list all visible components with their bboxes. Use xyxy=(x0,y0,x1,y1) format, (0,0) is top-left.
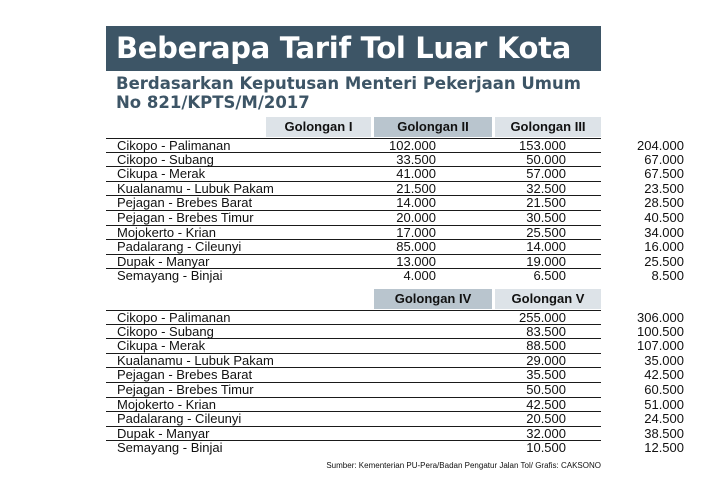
tariff-value-golongan-3: 67.000 xyxy=(644,151,684,167)
tariff-value-golongan-2: 57.000 xyxy=(526,166,566,182)
tariff-value-golongan-4: 10.500 xyxy=(526,440,566,456)
tariff-value-golongan-5: 38.500 xyxy=(644,425,684,441)
tariff-value-golongan-2: 14.000 xyxy=(526,239,566,255)
table1-header-row xyxy=(106,117,601,137)
route-name: Semayang - Binjai xyxy=(117,268,223,284)
tariff-value-golongan-5: 24.500 xyxy=(644,411,684,427)
tariff-value-golongan-2: 19.000 xyxy=(526,253,566,269)
table-row xyxy=(106,268,684,284)
tariff-value-golongan-3: 204.000 xyxy=(637,138,684,153)
route-name: Pejagan - Brebes Timur xyxy=(117,209,254,225)
tariff-value-golongan-3: 23.500 xyxy=(644,180,684,196)
header-golongan-1: Golongan I xyxy=(266,117,371,137)
table-row xyxy=(106,381,684,398)
route-name: Padalarang - Cileunyi xyxy=(117,411,242,427)
route-name: Dupak - Manyar xyxy=(117,253,210,269)
tariff-value-golongan-2: 50.000 xyxy=(526,151,566,167)
route-name: Padalarang - Cileunyi xyxy=(117,239,242,255)
tariff-value-golongan-3: 16.000 xyxy=(644,239,684,255)
table-row xyxy=(106,138,684,153)
tariff-value-golongan-1: 13.000 xyxy=(396,253,436,269)
route-name: Mojokerto - Krian xyxy=(117,224,216,240)
source-credit: Sumber: Kementerian PU-Pera/Badan Pengatur Jalan Tol/ Grafis: CAKSONO xyxy=(326,461,601,470)
tariff-value-golongan-2: 153.000 xyxy=(519,138,566,153)
table-row xyxy=(106,151,684,168)
tariff-value-golongan-5: 306.000 xyxy=(637,310,684,325)
tariff-value-golongan-1: 14.000 xyxy=(396,195,436,211)
tariff-value-golongan-1: 21.500 xyxy=(396,180,436,196)
tariff-value-golongan-5: 42.500 xyxy=(644,367,684,383)
tariff-value-golongan-2: 30.500 xyxy=(526,209,566,225)
tariff-value-golongan-4: 20.500 xyxy=(526,411,566,427)
tariff-value-golongan-5: 60.500 xyxy=(644,381,684,397)
tariff-value-golongan-4: 83.500 xyxy=(526,323,566,339)
tariff-table-1 xyxy=(106,138,684,284)
tariff-value-golongan-3: 34.000 xyxy=(644,224,684,240)
route-name: Semayang - Binjai xyxy=(117,440,223,456)
table-row xyxy=(106,180,684,197)
tariff-value-golongan-4: 255.000 xyxy=(519,310,566,325)
table-row xyxy=(106,253,684,270)
tariff-value-golongan-5: 107.000 xyxy=(637,338,684,354)
table-row xyxy=(106,440,684,456)
table2-header-row xyxy=(106,289,601,309)
table-row xyxy=(106,195,684,211)
table-row xyxy=(106,367,684,383)
table-row xyxy=(106,224,684,241)
table-row xyxy=(106,310,684,325)
tariff-value-golongan-1: 41.000 xyxy=(396,166,436,182)
route-name: Cikopo - Subang xyxy=(117,323,214,339)
tariff-value-golongan-3: 40.500 xyxy=(644,209,684,225)
route-name: Pejagan - Brebes Barat xyxy=(117,367,253,383)
table-row xyxy=(106,396,684,413)
header-golongan-5: Golongan V xyxy=(495,289,601,309)
tariff-value-golongan-4: 29.000 xyxy=(526,352,566,368)
tariff-value-golongan-5: 12.500 xyxy=(644,440,684,456)
tariff-value-golongan-1: 17.000 xyxy=(396,224,436,240)
table-row xyxy=(106,166,684,182)
route-name: Kualanamu - Lubuk Pakam xyxy=(117,180,274,196)
tariff-value-golongan-1: 85.000 xyxy=(396,239,436,255)
tariff-value-golongan-4: 42.500 xyxy=(526,396,566,412)
tariff-value-golongan-2: 21.500 xyxy=(526,195,566,211)
table-row xyxy=(106,352,684,369)
route-name: Mojokerto - Krian xyxy=(117,396,216,412)
tariff-value-golongan-1: 20.000 xyxy=(396,209,436,225)
route-name: Pejagan - Brebes Timur xyxy=(117,381,254,397)
header-golongan-3: Golongan III xyxy=(495,117,601,137)
route-name: Cikopo - Palimanan xyxy=(117,138,231,153)
tariff-value-golongan-1: 33.500 xyxy=(396,151,436,167)
table-row xyxy=(106,239,684,255)
tariff-value-golongan-2: 25.500 xyxy=(526,224,566,240)
table-row xyxy=(106,209,684,226)
table-row xyxy=(106,411,684,427)
route-name: Kualanamu - Lubuk Pakam xyxy=(117,352,274,368)
tariff-value-golongan-3: 8.500 xyxy=(651,268,684,284)
tariff-value-golongan-1: 102.000 xyxy=(389,138,436,153)
route-name: Pejagan - Brebes Barat xyxy=(117,195,253,211)
tariff-value-golongan-2: 32.500 xyxy=(526,180,566,196)
tariff-value-golongan-4: 50.500 xyxy=(526,381,566,397)
route-name: Cikupa - Merak xyxy=(117,338,206,354)
table-row xyxy=(106,338,684,354)
route-name: Cikopo - Palimanan xyxy=(117,310,231,325)
tariff-table-2 xyxy=(106,310,684,456)
tariff-value-golongan-4: 35.500 xyxy=(526,367,566,383)
route-name: Cikupa - Merak xyxy=(117,166,206,182)
tariff-value-golongan-2: 6.500 xyxy=(533,268,566,284)
tariff-value-golongan-5: 51.000 xyxy=(644,396,684,412)
header-golongan-2: Golongan II xyxy=(374,117,492,137)
table-row xyxy=(106,323,684,340)
tariff-value-golongan-5: 35.000 xyxy=(644,352,684,368)
tariff-value-golongan-4: 88.500 xyxy=(526,338,566,354)
infographic-title: Beberapa Tarif Tol Luar Kota xyxy=(106,26,601,71)
tariff-value-golongan-4: 32.000 xyxy=(526,425,566,441)
tariff-value-golongan-3: 67.500 xyxy=(644,166,684,182)
route-name: Dupak - Manyar xyxy=(117,425,210,441)
tariff-value-golongan-1: 4.000 xyxy=(403,268,436,284)
route-name: Cikopo - Subang xyxy=(117,151,214,167)
header-golongan-4: Golongan IV xyxy=(374,289,492,309)
tariff-value-golongan-5: 100.500 xyxy=(637,323,684,339)
tariff-value-golongan-3: 25.500 xyxy=(644,253,684,269)
infographic-subtitle: Berdasarkan Keputusan Menteri Pekerjaan Umum No 821/KPTS/M/2017 xyxy=(116,74,581,112)
tariff-value-golongan-3: 28.500 xyxy=(644,195,684,211)
table-row xyxy=(106,425,684,442)
